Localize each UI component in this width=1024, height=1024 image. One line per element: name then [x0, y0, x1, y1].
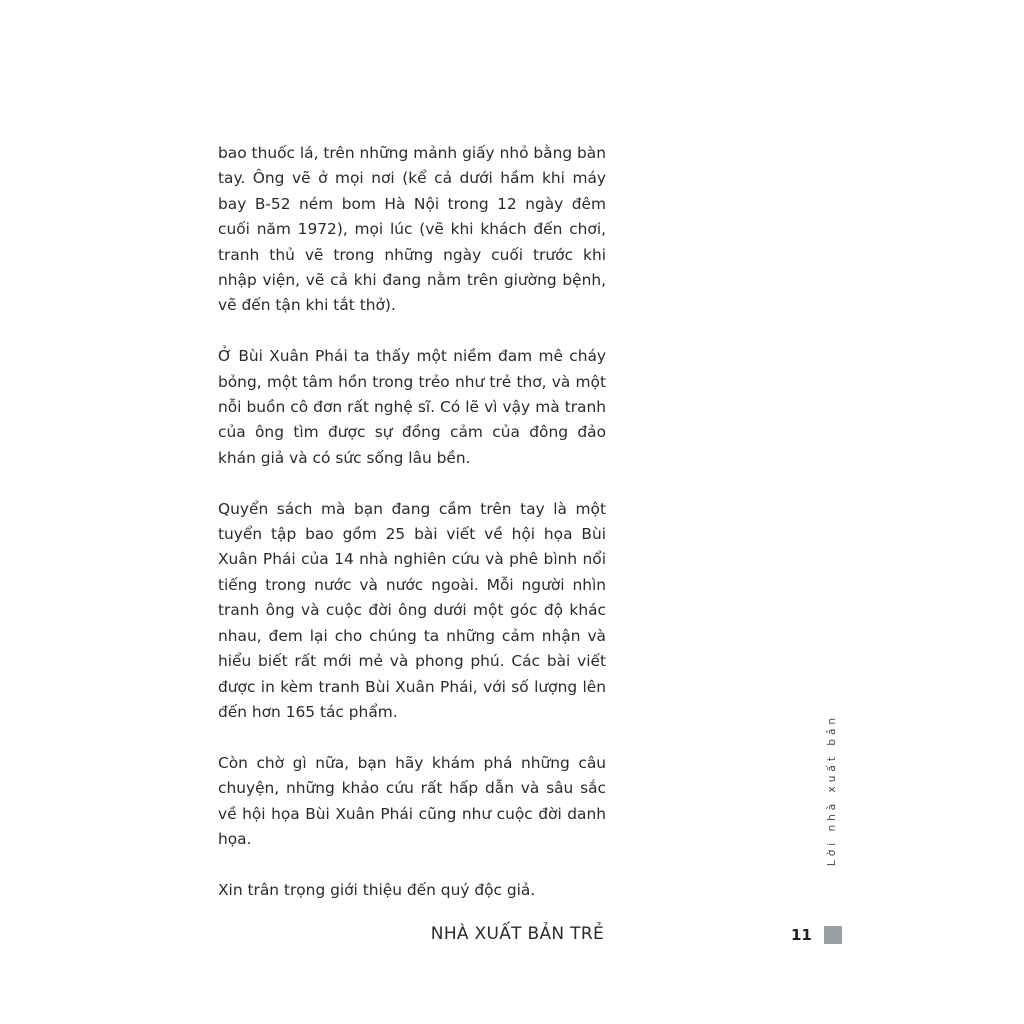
section-running-head: Lời nhà xuất bản: [826, 713, 838, 867]
paragraph-4: Còn chờ gì nữa, bạn hãy khám phá những câu chuyện, những khảo cứu rất hấp dẫn và sâu sắc về hội họa Bùi Xuân Phái cũng như cuộc đời danh họa.: [218, 753, 606, 848]
publisher-signature: NHÀ XUẤT BẢN TRẺ: [430, 924, 604, 944]
page-number: 11: [791, 926, 812, 944]
paragraph-1: bao thuốc lá, trên những mảnh giấy nhỏ bằng bàn tay. Ông vẽ ở mọi nơi (kể cả dưới hầm khi máy bay B-52 ném bom Hà Nội trong 12 ngày đêm cuối năm 1972), mọi lúc (vẽ khi khách đến chơi, tranh thủ vẽ trong những ngày cuối trước khi nhập viện, vẽ cả khi đang nằm trên giường bệnh, vẽ đến tận khi tắt thở).: [218, 144, 606, 315]
paragraph-3: Quyển sách mà bạn đang cầm trên tay là một tuyển tập bao gồm 25 bài viết về hội họa Bùi Xuân Phái của 14 nhà nghiên cứu và phê bình nổi tiếng trong nước và nước ngoài. Mỗi người nhìn tranh ông và cuộc đời ông dưới một góc độ khác nhau, đem lại cho chúng ta những cảm nhận và hiểu biết rất mới mẻ và phong phú. Các bài viết được in kèm tranh Bùi Xuân Phái, với số lượng lên đến hơn 165 tác phẩm.: [218, 499, 606, 721]
paragraph-5: Xin trân trọng giới thiệu đến quý độc giả.: [218, 880, 536, 899]
page-marker-square: [824, 926, 842, 944]
paragraph-2: Ở Bùi Xuân Phái ta thấy một niềm đam mê cháy bỏng, một tâm hồn trong trẻo như trẻ thơ, và một nỗi buồn cô đơn rất nghệ sĩ. Có lẽ vì vậy mà tranh của ông tìm được sự đồng cảm của đông đảo khán giả và có sức sống lâu bền.: [218, 347, 606, 467]
body-text: [218, 141, 606, 903]
